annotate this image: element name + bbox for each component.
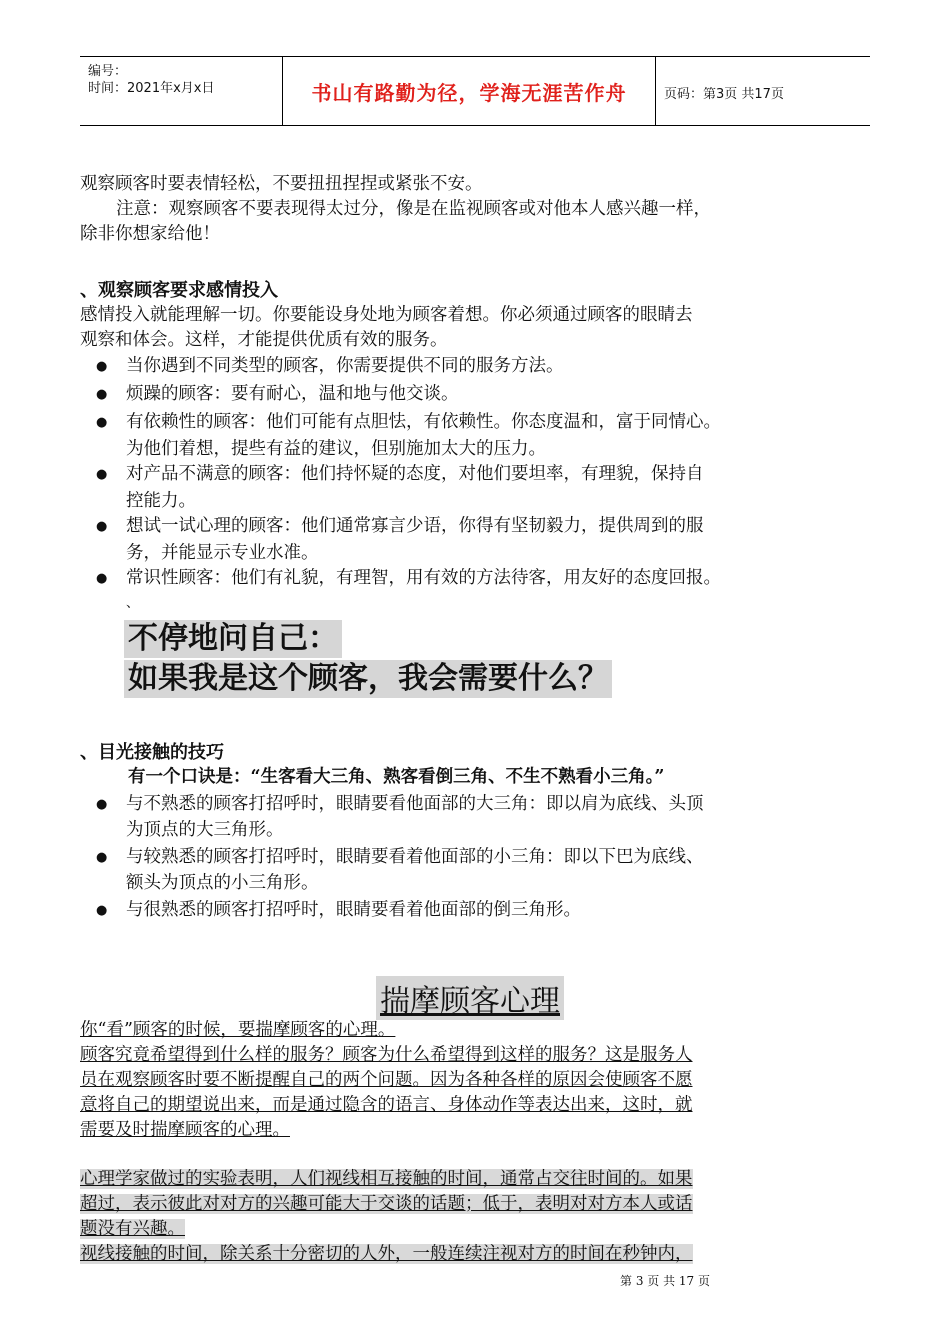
paragraph: 注意：观察顾客不要表现得太过分，像是在监视顾客或对他本人感兴趣一样， — [116, 199, 711, 219]
bullet-icon: ● — [96, 387, 108, 402]
list-item: 常识性顾客：他们有礼貌，有理智，用有效的方法待客，用友好的态度回报。 — [126, 568, 721, 588]
paragraph — [80, 1217, 870, 1242]
list-item: 烦躁的顾客：要有耐心，温和地与他交谈。 — [126, 384, 459, 404]
shaded-text: 超过，表示彼此对对方的兴趣可能大于交谈的话题；低于，表明对对方本人或话 — [80, 1194, 693, 1214]
list-item: 与很熟悉的顾客打招呼时，眼睛要看着他面部的倒三角形。 — [126, 900, 581, 920]
paragraph: 除非你想家给他！ — [80, 224, 220, 244]
section-heading: 、观察顾客要求感情投入 — [80, 280, 278, 301]
shaded-text: 心理学家做过的实验表明，人们视线相互接触的时间，通常占交往时间的。如果 — [80, 1169, 693, 1189]
paragraph: 观察和体会。这样，才能提供优质有效的服务。 — [80, 330, 448, 350]
bullet-icon: ● — [96, 903, 108, 918]
header-divider — [655, 57, 656, 125]
list-item: 务，并能显示专业水准。 — [126, 543, 319, 563]
bullet-icon: ● — [96, 797, 108, 812]
section-heading: 、目光接触的技巧 — [80, 742, 224, 763]
paragraph: 需要及时揣摩顾客的心理。 — [80, 1120, 290, 1140]
list-item: 当你遇到不同类型的顾客，你需要提供不同的服务方法。 — [126, 356, 564, 376]
paragraph: 观察顾客时要表情轻松，不要扭扭捏捏或紧张不安。 — [80, 174, 483, 194]
list-item: 与不熟悉的顾客打招呼时，眼睛要看他面部的大三角：即以肩为底线、头顶 — [126, 794, 704, 814]
mnemonic: 有一个口诀是：“生客看大三角、熟客看倒三角、不生不熟看小三角。” — [128, 767, 665, 787]
number-label: 编号： — [88, 64, 128, 79]
bullet-icon: ● — [96, 519, 108, 534]
header-meta — [88, 63, 214, 97]
bullet-icon: ● — [96, 359, 108, 374]
bullet-icon: ● — [96, 850, 108, 865]
page-footer: 第 3 页 共 17 页 — [620, 1274, 710, 1288]
paragraph: 感情投入就能理解一切。你要能设身处地为顾客着想。你必须通过顾客的眼睛去 — [80, 305, 693, 325]
list-item: 额头为顶点的小三角形。 — [126, 873, 319, 893]
list-item: 想试一试心理的顾客：他们通常寡言少语，你得有坚韧毅力，提供周到的服 — [126, 516, 704, 536]
list-item: 为顶点的大三角形。 — [126, 820, 284, 840]
bullet-icon: ● — [96, 571, 108, 586]
list-item: 为他们着想，提些有益的建议，但别施加太大的压力。 — [126, 439, 546, 459]
list-mark: 、 — [126, 596, 140, 611]
paragraph — [80, 1242, 870, 1267]
list-item: 与较熟悉的顾客打招呼时，眼睛要看着他面部的小三角：即以下巴为底线、 — [126, 847, 704, 867]
list-item: 有依赖性的顾客：他们可能有点胆怯，有依赖性。你态度温和，富于同情心。 — [126, 412, 721, 432]
bullet-icon: ● — [96, 415, 108, 430]
paragraph: 顾客究竟希望得到什么样的服务？顾客为什么希望得到这样的服务？这是服务人 — [80, 1045, 693, 1065]
highlight-callout: 不停地问自己： — [124, 620, 342, 658]
paragraph — [80, 1167, 870, 1192]
section-title: 揣摩顾客心理 — [376, 976, 564, 1020]
highlight-callout: 如果我是这个顾客，我会需要什么？ — [124, 660, 612, 698]
bullet-icon: ● — [96, 467, 108, 482]
shaded-text: 题没有兴趣。 — [80, 1219, 185, 1239]
list-item: 控能力。 — [126, 491, 196, 511]
list-item: 对产品不满意的顾客：他们持怀疑的态度，对他们要坦率，有理貌，保持自 — [126, 464, 704, 484]
paragraph: 员在观察顾客时要不断提醒自己的两个问题。因为各种各样的原因会使顾客不愿 — [80, 1070, 693, 1090]
time-label: 时间：2021年x月x日 — [88, 81, 215, 96]
paragraph — [80, 1192, 870, 1217]
paragraph: 意将自己的期望说出来，而是通过隐含的语言、身体动作等表达出来，这时，就 — [80, 1095, 693, 1115]
header-motto: 书山有路勤为径，学海无涯苦作舟 — [311, 81, 627, 105]
page-header — [80, 56, 870, 126]
shaded-text: 视线接触的时间，除关系十分密切的人外，一般连续注视对方的时间在秒钟内， — [80, 1244, 693, 1264]
paragraph: 你“看”顾客的时候，要揣摩顾客的心理。 — [80, 1020, 396, 1040]
header-page-info: 页码：第3页 共17页 — [664, 87, 784, 102]
